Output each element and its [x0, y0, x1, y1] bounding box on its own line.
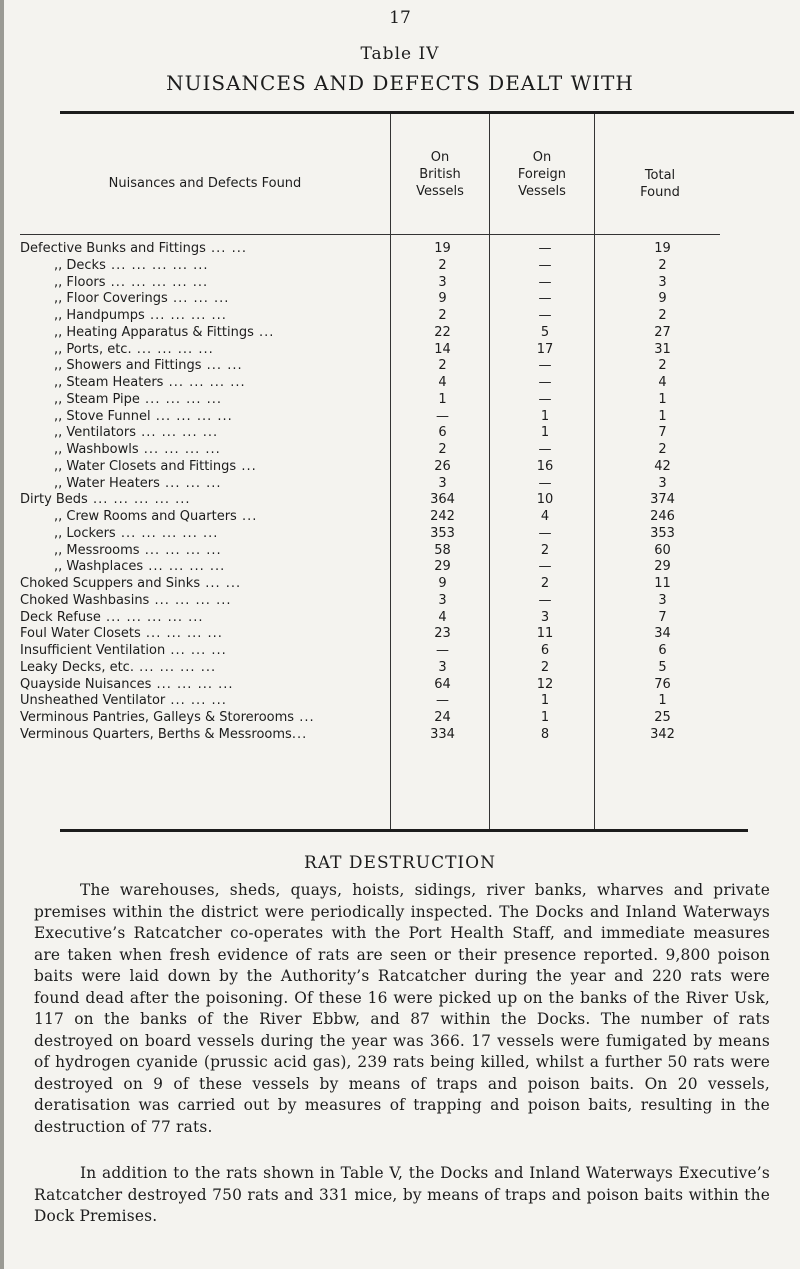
row-label-text: ,, Ports, etc.	[54, 341, 132, 357]
row-label-text: ,, Washbowls	[54, 442, 139, 457]
header-rule	[20, 234, 720, 235]
table-row	[20, 241, 720, 258]
table-row	[20, 425, 720, 442]
table-row	[20, 677, 720, 694]
foreign-count: 5	[540, 324, 550, 340]
leader-dots: ... ... ... ... ...	[100, 609, 204, 625]
british-count: 64	[434, 676, 451, 692]
british-count: 2	[438, 257, 447, 273]
british-count: 353	[430, 525, 455, 541]
foreign-count: 16	[536, 458, 554, 474]
foreign-count: —	[538, 358, 552, 374]
total-count: 1	[658, 408, 667, 424]
table-row	[20, 593, 720, 610]
total-count: 29	[654, 559, 671, 575]
table-row	[20, 543, 720, 560]
table-title: NUISANCES AND DEFECTS DEALT WITH	[166, 71, 634, 95]
british-count: 22	[434, 324, 451, 340]
foreign-count: 4	[540, 509, 550, 524]
row-label	[20, 526, 416, 543]
row-label-text: ,, Steam Heaters	[54, 375, 164, 390]
foreign-count: —	[538, 291, 552, 307]
table-row	[20, 275, 720, 292]
foreign-count: —	[538, 442, 552, 457]
table-row	[20, 392, 720, 409]
foreign-count: 2	[540, 542, 550, 558]
table-row	[20, 308, 720, 325]
foreign-count: —	[538, 525, 552, 541]
table-row	[20, 626, 720, 643]
british-count: 242	[430, 509, 455, 524]
leader-dots: ... ... ...	[165, 693, 227, 709]
foreign-count: —	[538, 559, 552, 575]
total-count: 60	[654, 542, 671, 558]
row-label	[20, 559, 416, 576]
row-label	[20, 325, 416, 342]
row-label	[20, 375, 416, 392]
paragraph: The warehouses, sheds, quays, hoists, sidings, river banks, wharves and private premises within the district were periodically inspected. The Docks and Inland Waterways Executive’s Ratcatcher co-operates with the Port Health Staff, and immediate measures are taken when fresh evidence of rats are seen or their presence reported. 9,800 poison baits were laid down by the Authority’s Ratcatcher during the year and 220 rats were found dead after the poisoning. Of these 16 were picked up on the banks of the River Usk, 117 on the banks of the River Ebbw, and 87 within the Docks. The number of rats destroyed on board vessels during the year was 366. 17 vessels were fumigated by means of hydrogen cyanide (prussic acid gas), 239 rats being killed, whilst a further 50 rats were destroyed on 9 of these vessels by means of traps and poison baits. On 20 vessels, deratisation was carried out by measures of trapping and poison baits, resulting in the destruction of 77 rats.	[34, 881, 770, 1136]
total-count: 11	[654, 576, 671, 591]
total-count: 2	[658, 358, 667, 374]
leader-dots: ... ... ... ...	[139, 391, 223, 407]
leader-dots: ... ... ...	[167, 291, 230, 307]
header-british-line: Vessels	[416, 184, 464, 199]
total-count: 3	[658, 475, 667, 491]
row-label	[20, 442, 416, 459]
row-label-text: ,, Water Closets and Fittings	[54, 458, 237, 474]
foreign-count: —	[538, 475, 552, 491]
header-british-line: British	[419, 167, 461, 182]
foreign-count: 17	[536, 341, 554, 357]
foreign-count: 2	[540, 576, 550, 591]
row-label-text: ,, Lockers	[54, 525, 116, 541]
british-count: 19	[434, 241, 451, 256]
leader-dots: ... ... ... ...	[138, 442, 221, 457]
total-count: 246	[650, 509, 675, 524]
table-row	[20, 526, 720, 543]
total-count: 31	[654, 341, 671, 357]
row-label	[20, 241, 382, 258]
total-count: 3	[658, 592, 667, 608]
row-label	[20, 409, 416, 426]
row-label-text: Leaky Decks, etc.	[20, 659, 134, 675]
british-count: —	[436, 693, 449, 709]
table-row	[20, 509, 720, 526]
table-row	[20, 660, 720, 677]
row-label	[20, 291, 416, 308]
leader-dots: ... ... ... ...	[131, 341, 214, 357]
table-row	[20, 576, 720, 593]
row-label	[20, 610, 382, 627]
row-label	[20, 643, 382, 660]
table-body	[20, 241, 720, 744]
leader-dots: ... ... ...	[165, 643, 227, 658]
foreign-count: —	[538, 308, 552, 323]
row-label-text: ,, Messrooms	[54, 542, 140, 558]
total-count: 5	[658, 659, 667, 675]
british-count: —	[436, 643, 449, 658]
header-foreign	[490, 149, 594, 200]
total-count: 6	[658, 643, 667, 658]
row-label-text: ,, Water Heaters	[54, 475, 160, 491]
row-label	[20, 677, 382, 694]
total-count: 2	[658, 257, 667, 273]
row-label-text: ,, Ventilators	[54, 425, 136, 441]
row-label-text: Choked Scuppers and Sinks	[20, 576, 201, 591]
row-label-text: Deck Refuse	[20, 609, 101, 625]
row-label	[20, 358, 416, 375]
row-label-text: Foul Water Closets	[20, 626, 141, 642]
row-label-text: ,, Stove Funnel	[54, 408, 151, 424]
foreign-count: —	[538, 241, 552, 256]
row-label-text: Verminous Pantries, Galleys & Storerooms	[20, 710, 295, 725]
leader-dots: ... ... ...	[159, 475, 222, 491]
foreign-count: —	[538, 257, 552, 273]
row-label	[20, 476, 416, 493]
british-count: 14	[434, 341, 451, 357]
british-count: 29	[434, 559, 451, 575]
header-foreign-line: Vessels	[518, 184, 566, 199]
british-count: 3	[438, 592, 447, 608]
british-count: 2	[438, 308, 447, 323]
british-count: 23	[434, 626, 451, 642]
row-label-text: Dirty Beds	[20, 492, 88, 508]
total-count: 4	[658, 375, 667, 390]
foreign-count: —	[538, 274, 552, 290]
section-heading: RAT DESTRUCTION	[304, 853, 496, 873]
foreign-count: 2	[540, 659, 550, 675]
row-label-text: ,, Steam Pipe	[54, 391, 140, 407]
leader-dots: ...	[291, 726, 308, 742]
row-label-text: ,, Heating Apparatus & Fittings	[54, 324, 254, 340]
row-label	[20, 626, 382, 643]
british-count: 4	[438, 375, 447, 390]
table-bottom-rule	[60, 829, 748, 832]
british-count: 364	[430, 492, 455, 508]
british-count: 3	[438, 274, 447, 290]
row-label	[20, 693, 382, 710]
total-count: 27	[654, 324, 671, 340]
total-count: 25	[654, 710, 671, 725]
table-row	[20, 442, 720, 459]
row-label-text: ,, Washplaces	[54, 559, 144, 575]
header-total-line: Total	[644, 168, 676, 183]
foreign-count: 1	[540, 693, 550, 709]
row-label	[20, 660, 382, 677]
table-row	[20, 342, 720, 359]
row-label-text: ,, Floors	[54, 274, 106, 290]
leader-dots: ... ... ... ...	[143, 559, 226, 575]
leader-dots: ... ... ... ... ...	[105, 274, 209, 290]
leader-dots: ... ... ... ...	[150, 408, 233, 424]
total-count: 7	[658, 425, 667, 441]
table-row	[20, 258, 720, 275]
british-count: 3	[438, 475, 447, 491]
leader-dots: ... ... ... ...	[163, 375, 246, 390]
row-label-text: ,, Floor Coverings	[54, 291, 168, 307]
page-edge-shadow	[0, 0, 4, 1269]
british-count: 58	[434, 542, 451, 558]
row-label	[20, 710, 382, 727]
leader-dots: ... ... ... ... ...	[87, 492, 191, 508]
page-number: 17	[389, 8, 411, 28]
total-count: 9	[658, 291, 667, 307]
total-count: 1	[658, 391, 667, 407]
header-total-line: Found	[640, 185, 680, 200]
row-label	[20, 492, 382, 509]
foreign-count: 8	[540, 726, 550, 742]
table-row	[20, 459, 720, 476]
foreign-count: 3	[540, 609, 550, 625]
header-foreign-line: On	[532, 150, 552, 165]
row-label	[20, 459, 416, 476]
total-count: 3	[658, 274, 667, 290]
foreign-count: —	[538, 375, 552, 390]
header-nuisances: Nuisances and Defects Found	[108, 176, 302, 191]
total-count: 34	[654, 626, 671, 642]
british-count: 9	[438, 291, 447, 307]
header-british	[391, 149, 489, 200]
table-row	[20, 693, 720, 710]
row-label-text: Choked Washbasins	[20, 592, 150, 608]
british-count: 9	[438, 576, 447, 591]
table-row	[20, 325, 720, 342]
table-top-rule	[60, 111, 794, 114]
row-label	[20, 258, 416, 275]
british-count: 26	[434, 458, 451, 474]
nuisances-table	[20, 111, 796, 831]
table-row	[20, 291, 720, 308]
row-label-text: Unsheathed Ventilator	[20, 693, 166, 709]
row-label	[20, 593, 382, 610]
row-label-text: Quayside Nuisances	[20, 676, 152, 692]
total-count: 374	[650, 492, 675, 508]
row-label-text: ,, Showers and Fittings	[54, 358, 202, 374]
leader-dots: ... ... ... ... ...	[105, 257, 209, 273]
total-count: 19	[654, 241, 671, 256]
header-foreign-line: Foreign	[517, 167, 567, 182]
row-label	[20, 392, 416, 409]
row-label	[20, 543, 416, 560]
leader-dots: ... ... ... ... ...	[115, 525, 219, 541]
row-label-text: Verminous Quarters, Berths & Messrooms	[20, 726, 292, 742]
leader-dots: ... ... ... ...	[149, 592, 232, 608]
table-row	[20, 727, 720, 744]
leader-dots: ... ... ... ...	[133, 659, 217, 675]
row-label-text: Defective Bunks and Fittings	[20, 241, 206, 256]
row-label	[20, 308, 416, 325]
header-british-line: On	[430, 150, 450, 165]
leader-dots: ...	[236, 458, 257, 474]
total-count: 7	[658, 609, 667, 625]
british-count: 6	[438, 425, 447, 441]
british-count: —	[436, 408, 449, 424]
leader-dots: ... ... ... ...	[144, 308, 227, 323]
foreign-count: 1	[540, 710, 550, 725]
foreign-count: 6	[540, 643, 550, 658]
table-row	[20, 559, 720, 576]
row-label	[20, 275, 416, 292]
row-label-text: Insufficient Ventilation	[20, 643, 166, 658]
leader-dots: ... ...	[205, 241, 247, 256]
leader-dots: ...	[236, 509, 258, 524]
table-row	[20, 358, 720, 375]
table-row	[20, 375, 720, 392]
leader-dots: ...	[294, 710, 315, 725]
leader-dots: ... ...	[200, 576, 242, 591]
foreign-count: —	[538, 592, 552, 608]
foreign-count: 1	[540, 425, 550, 441]
row-label	[20, 425, 416, 442]
total-count: 42	[654, 458, 671, 474]
total-count: 2	[658, 442, 667, 457]
leader-dots: ... ... ... ...	[151, 676, 234, 692]
row-label	[20, 509, 416, 526]
row-label-text: ,, Crew Rooms and Quarters	[54, 509, 237, 524]
british-count: 24	[434, 710, 451, 725]
foreign-count: 1	[540, 408, 550, 424]
foreign-count: —	[538, 391, 552, 407]
total-count: 2	[658, 308, 667, 323]
table-row	[20, 409, 720, 426]
row-label	[20, 342, 416, 359]
table-row	[20, 610, 720, 627]
british-count: 1	[438, 391, 447, 407]
row-label-text: ,, Handpumps	[54, 308, 145, 323]
table-row	[20, 476, 720, 493]
table-row	[20, 492, 720, 509]
header-total	[595, 167, 725, 201]
table-row	[20, 710, 720, 727]
table-caption: Table IV	[360, 44, 440, 64]
leader-dots: ...	[253, 324, 275, 340]
total-count: 353	[650, 525, 675, 541]
table-row	[20, 643, 720, 660]
row-label	[20, 727, 382, 744]
british-count: 334	[430, 726, 455, 742]
foreign-count: 11	[536, 626, 554, 642]
foreign-count: 10	[536, 492, 554, 508]
british-count: 2	[438, 442, 447, 457]
total-count: 342	[650, 726, 675, 742]
leader-dots: ... ... ... ...	[140, 626, 223, 642]
total-count: 1	[658, 693, 667, 709]
british-count: 2	[438, 358, 447, 374]
leader-dots: ... ... ... ...	[135, 425, 219, 441]
row-label-text: ,, Decks	[54, 257, 106, 273]
leader-dots: ... ...	[201, 358, 243, 374]
paragraph: In addition to the rats shown in Table V, the Docks and Inland Waterways Executive’s Ratcatcher destroyed 750 rats and 331 mice, by means of traps and poison baits within the Dock Premises.	[34, 1164, 770, 1225]
british-count: 4	[438, 609, 447, 625]
total-count: 76	[654, 676, 671, 692]
row-label	[20, 576, 382, 593]
leader-dots: ... ... ... ...	[139, 542, 222, 558]
foreign-count: 12	[536, 676, 554, 692]
british-count: 3	[438, 659, 447, 675]
